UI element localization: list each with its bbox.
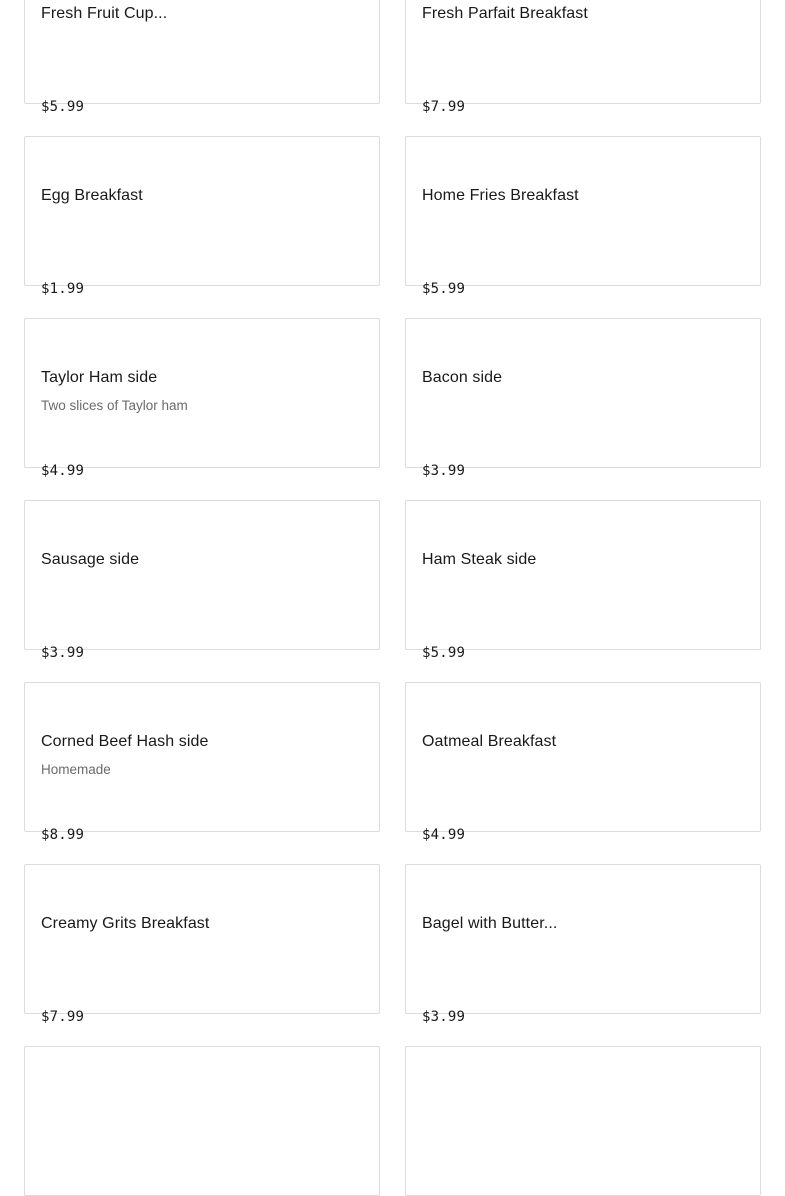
- menu-item-card[interactable]: [24, 136, 380, 297]
- menu-item-name: Ham Steak side: [422, 551, 537, 568]
- menu-item-name: Sausage side: [41, 551, 140, 568]
- menu-item-price: $7.99: [41, 1009, 85, 1025]
- menu-item-name: Fresh Fruit Cup...: [41, 5, 168, 22]
- menu-item-grid: [24, 0, 761, 1196]
- menu-item-price: $5.99: [422, 281, 466, 297]
- menu-item-name: Egg Breakfast: [41, 187, 143, 204]
- menu-item-price: $7.99: [422, 99, 466, 115]
- menu-item-price: $5.99: [422, 645, 466, 661]
- menu-item-card[interactable]: [24, 682, 380, 843]
- menu-item-price: $5.99: [41, 99, 85, 115]
- menu-item-card[interactable]: [24, 500, 380, 661]
- menu-item-price: $3.99: [41, 645, 85, 661]
- menu-item-card[interactable]: [24, 0, 380, 115]
- menu-item-card[interactable]: [405, 0, 761, 115]
- menu-item-name: Oatmeal Breakfast: [422, 733, 557, 750]
- menu-item-name: Corned Beef Hash side: [41, 733, 209, 750]
- menu-item-price: $8.99: [41, 827, 85, 843]
- menu-item-card[interactable]: [24, 318, 380, 479]
- menu-item-description: Two slices of Taylor ham: [41, 398, 188, 413]
- menu-item-card[interactable]: [405, 1046, 761, 1196]
- menu-item-name: Bagel with Butter...: [422, 915, 558, 932]
- menu-item-name: Taylor Ham side: [41, 369, 158, 386]
- menu-item-price: $4.99: [422, 827, 466, 843]
- menu-item-card[interactable]: [405, 682, 761, 843]
- menu-item-description: Homemade: [41, 762, 111, 777]
- menu-item-price: $3.99: [422, 1009, 466, 1025]
- menu-item-card[interactable]: [405, 500, 761, 661]
- menu-item-price: $1.99: [41, 281, 85, 297]
- menu-item-price: $3.99: [422, 463, 466, 479]
- menu-item-price: $4.99: [41, 463, 85, 479]
- menu-item-name: Fresh Parfait Breakfast: [422, 5, 588, 22]
- menu-item-card[interactable]: [405, 318, 761, 479]
- menu-item-name: Bacon side: [422, 369, 503, 386]
- menu-item-name: Home Fries Breakfast: [422, 187, 579, 204]
- menu-item-name: Creamy Grits Breakfast: [41, 915, 210, 932]
- menu-item-card[interactable]: [24, 864, 380, 1025]
- menu-item-card[interactable]: [405, 136, 761, 297]
- menu-item-card[interactable]: [24, 1046, 380, 1196]
- menu-item-card[interactable]: [405, 864, 761, 1025]
